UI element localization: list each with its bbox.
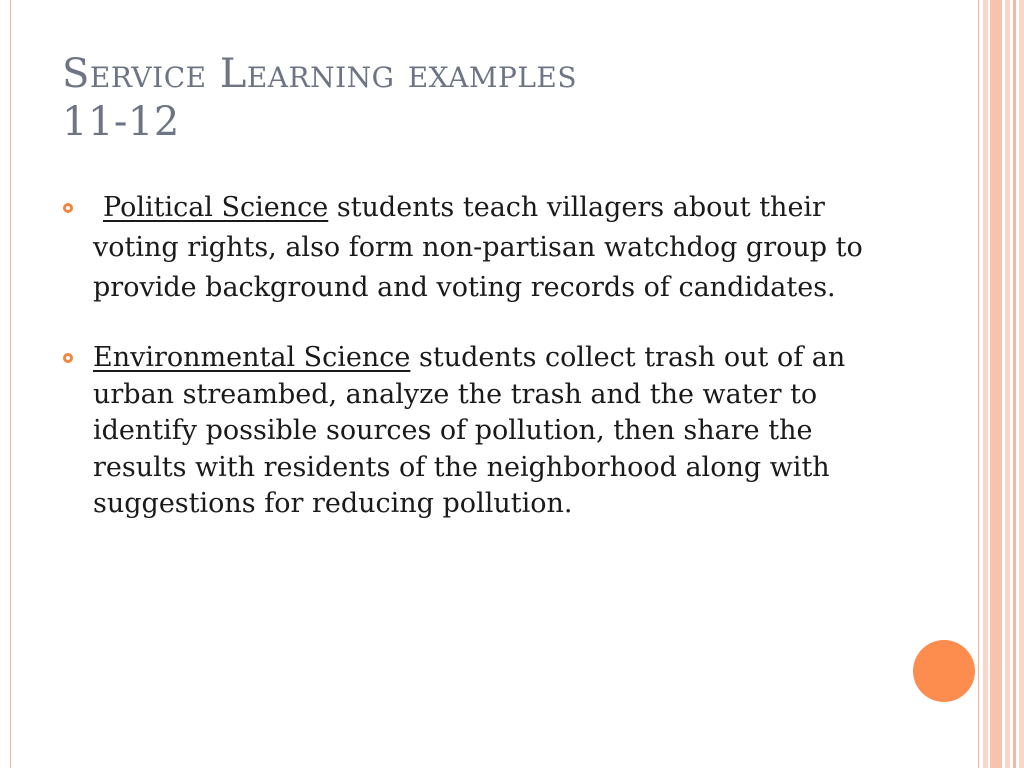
bullet-icon (63, 203, 73, 213)
slide-title (62, 50, 942, 146)
orange-accent-circle (913, 640, 975, 702)
bullet-text: students teach villagers about their voting rights, also form non-partisan watchdog group to provide background and voting records of candidates. (93, 192, 863, 303)
right-decor-stripe (1019, 0, 1024, 768)
right-decor-stripe (978, 0, 979, 768)
bullet-icon (63, 353, 73, 363)
bullet-text: students collect trash out of an urban streambed, analyze the trash and the water to identify possible sources of pollution, then share the results with residents of the neighborhood along with suggestions for reducing pollution. (93, 342, 846, 519)
left-border-rule (10, 0, 11, 768)
title-line-2: 11-12 (62, 99, 180, 145)
right-decor-stripe (983, 0, 988, 768)
title-line-1: Service Learning examples (62, 51, 578, 97)
bullet-subject: Political Science (103, 192, 329, 223)
slide-body (62, 188, 892, 523)
right-decor-stripe (990, 0, 1002, 768)
right-decor-stripe (1013, 0, 1016, 768)
bullet-subject: Environmental Science (93, 342, 411, 373)
bullet-item (62, 188, 892, 308)
bullet-item (62, 340, 892, 523)
right-decor-stripe (1005, 0, 1010, 768)
